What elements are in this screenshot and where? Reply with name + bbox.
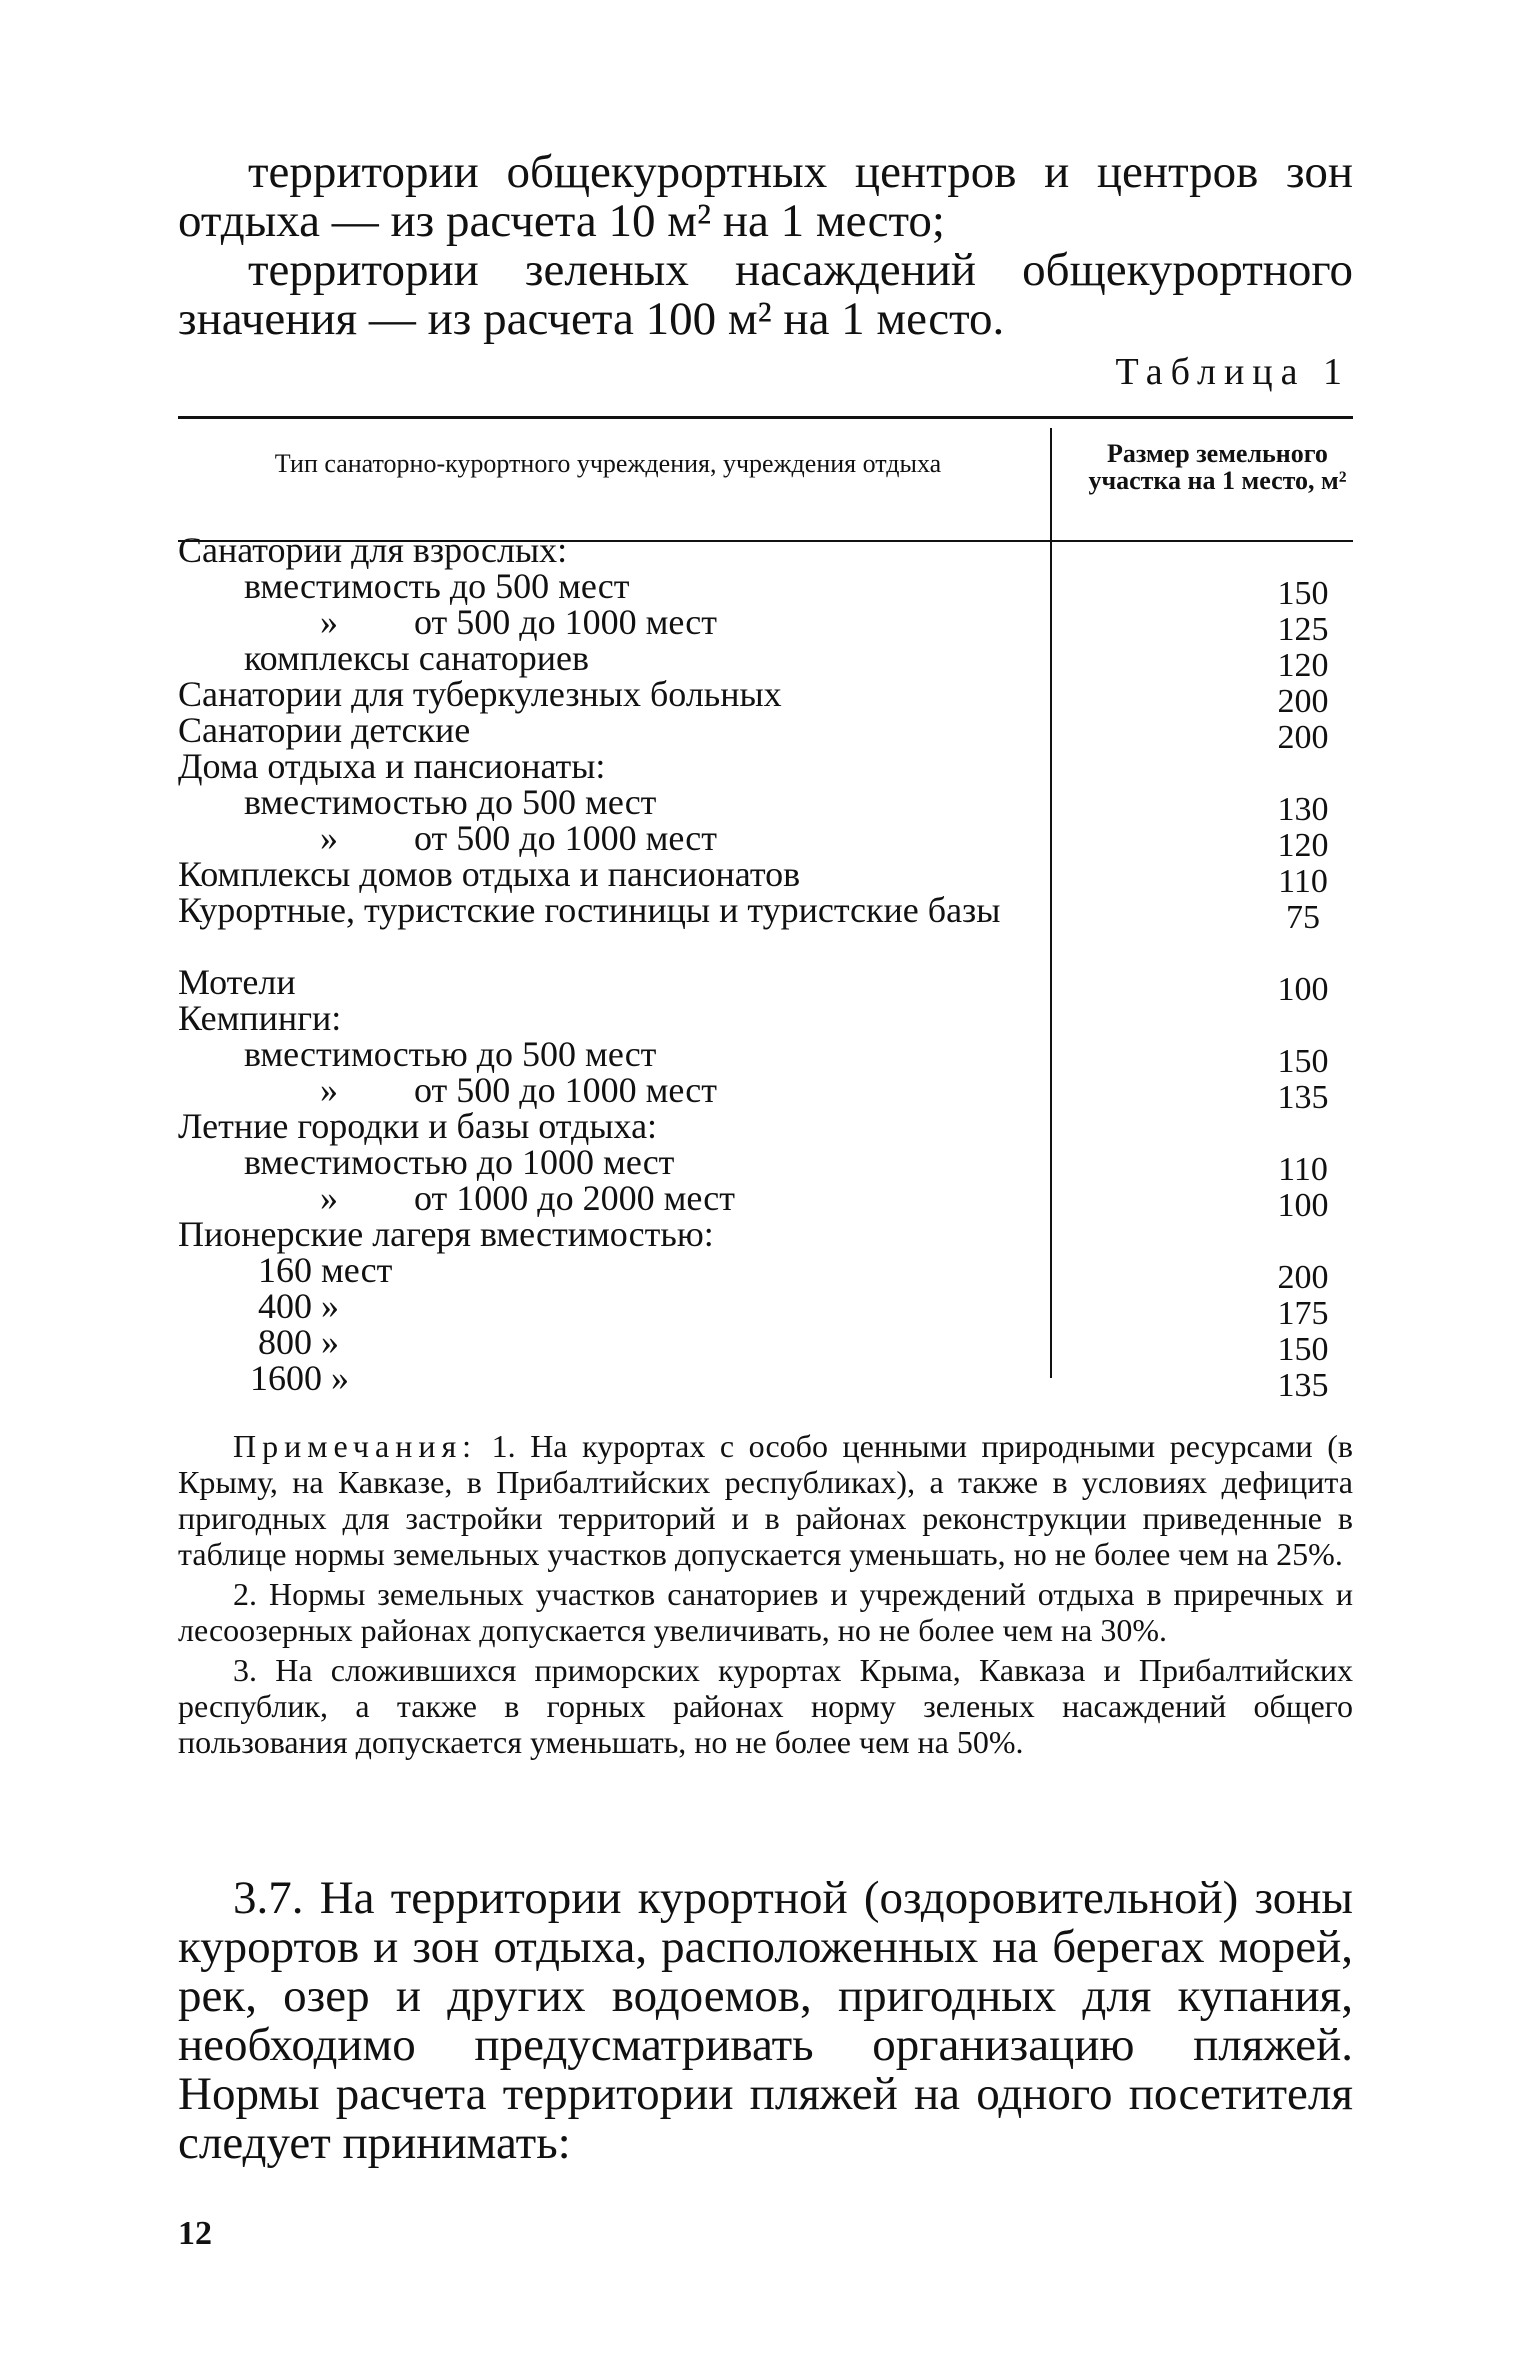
page-number: 12 (178, 2215, 212, 2252)
table-header-area: Размер земельного участка на 1 место, м² (1088, 439, 1347, 495)
table-body (178, 530, 1353, 1404)
row-name: Комплексы домов отдыха и пансионатов (178, 854, 801, 894)
row-value: 130 (1277, 791, 1329, 828)
row-name: от 500 до 1000 мест (414, 602, 717, 642)
row-name: Кемпинги: (178, 998, 342, 1038)
row-name: Санатории для взрослых: (178, 530, 568, 570)
row-value: 120 (1277, 827, 1329, 864)
table-row (178, 602, 1353, 648)
notes-title: Примечания: (233, 1428, 478, 1464)
row-value: 150 (1277, 1043, 1329, 1080)
table-row (178, 1358, 1353, 1404)
table-row (178, 962, 1353, 1008)
table-row (178, 1034, 1353, 1080)
row-name: Пионерские лагеря вместимостью: (178, 1214, 714, 1254)
note-3: 3. На сложившихся приморских курортах Крыма, Кавказа и Прибалтийских республик, а также в горных районах норму зеленых насаждений общего пользования допускается уменьшать, но не более чем на 50%. (178, 1652, 1353, 1760)
row-name: от 500 до 1000 мест (414, 818, 717, 858)
row-name: Мотели (178, 962, 296, 1002)
table-row (178, 532, 1353, 568)
table-row (178, 1070, 1353, 1116)
row-name: вместимость до 500 мест (244, 566, 630, 606)
row-name: комплексы санаториев (244, 638, 589, 678)
section-3-7 (178, 1874, 1353, 2168)
table-row (178, 1216, 1353, 1252)
table-row (178, 1286, 1353, 1332)
row-name: от 1000 до 2000 мест (414, 1178, 735, 1218)
row-name: вместимостью до 1000 мест (244, 1142, 675, 1182)
row-value: 100 (1277, 971, 1329, 1008)
row-value: 150 (1277, 1331, 1329, 1368)
note-1 (178, 1428, 1353, 1572)
ditto-mark: » (320, 602, 338, 642)
section-3-7-text: 3.7. На территории курортной (оздоровительной) зоны курортов и зон отдыха, расположенных на берегах морей, рек, озер и других водоемов, пригодных для купания, необходимо предусматривать организацию пляжей. Нормы расчета территории пляжей на одного посетителя следует принимать: (178, 1872, 1353, 2169)
row-value: 135 (1277, 1079, 1329, 1116)
row-value: 75 (1286, 899, 1320, 936)
row-name: 800 » (258, 1322, 339, 1362)
table-row (178, 1178, 1353, 1224)
table-row (178, 638, 1353, 684)
row-value: 200 (1277, 1259, 1329, 1296)
row-value: 100 (1277, 1187, 1329, 1224)
row-name: Санатории для туберкулезных больных (178, 674, 782, 714)
row-name: 400 » (258, 1286, 339, 1326)
row-name: вместимостью до 500 мест (244, 1034, 657, 1074)
row-value: 125 (1277, 611, 1329, 648)
row-name: Курортные, туристские гостиницы и туристские базы (178, 890, 1001, 930)
row-value: 110 (1278, 1151, 1328, 1188)
table-row (178, 1142, 1353, 1188)
intro-paragraph-2: территории зеленых насаждений общекурортного значения — из расчета 100 м² на 1 место. (178, 244, 1353, 345)
ditto-mark: » (320, 1178, 338, 1218)
row-value: 200 (1277, 683, 1329, 720)
table-row (178, 782, 1353, 828)
intro-paragraphs (178, 148, 1353, 344)
table-row (178, 892, 1353, 964)
table-notes (178, 1428, 1353, 1764)
row-name: 160 мест (258, 1250, 393, 1290)
table-row (178, 674, 1353, 720)
ditto-mark: » (320, 1070, 338, 1110)
row-value: 175 (1277, 1295, 1329, 1332)
table-row (178, 566, 1353, 612)
table-row (178, 854, 1353, 900)
row-name: 1600 » (250, 1358, 349, 1398)
row-value: 110 (1278, 863, 1328, 900)
ditto-mark: » (320, 818, 338, 858)
row-name: Летние городки и базы отдыха: (178, 1106, 658, 1146)
row-name: Санатории детские (178, 710, 471, 750)
table-row (178, 710, 1353, 756)
table-row (178, 1000, 1353, 1036)
row-name: вместимостью до 500 мест (244, 782, 657, 822)
note-1-text: 1. На курортах с особо ценными природными ресурсами (в Крыму, на Кавказе, в Прибалтийских республиках), а также в условиях дефицита пригодных для застройки территорий и в районах реконструкции приведенные в таблице нормы земельных участков допускается уменьшать, но не более чем на 25%. (178, 1428, 1354, 1572)
table-row (178, 1108, 1353, 1144)
intro-paragraph-1: территории общекурортных центров и центров зон отдыха — из расчета 10 м² на 1 место; (178, 146, 1353, 247)
note-2: 2. Нормы земельных участков санаториев и учреждений отдыха в приречных и лесоозерных районах допускается увеличивать, но не более чем на 30%. (178, 1576, 1353, 1648)
row-name: Дома отдыха и пансионаты: (178, 746, 606, 786)
row-value: 200 (1277, 719, 1329, 756)
row-value: 150 (1277, 575, 1329, 612)
table-row (178, 748, 1353, 784)
row-name: от 500 до 1000 мест (414, 1070, 717, 1110)
row-value: 135 (1277, 1367, 1329, 1404)
table-header-type: Тип санаторно-курортного учреждения, учреждения отдыха (274, 449, 942, 478)
row-value: 120 (1277, 647, 1329, 684)
table-label: Таблица 1 (1115, 351, 1350, 393)
table-top-rule (178, 416, 1353, 419)
table-row (178, 818, 1353, 864)
table-row (178, 1322, 1353, 1368)
table-row (178, 1250, 1353, 1296)
